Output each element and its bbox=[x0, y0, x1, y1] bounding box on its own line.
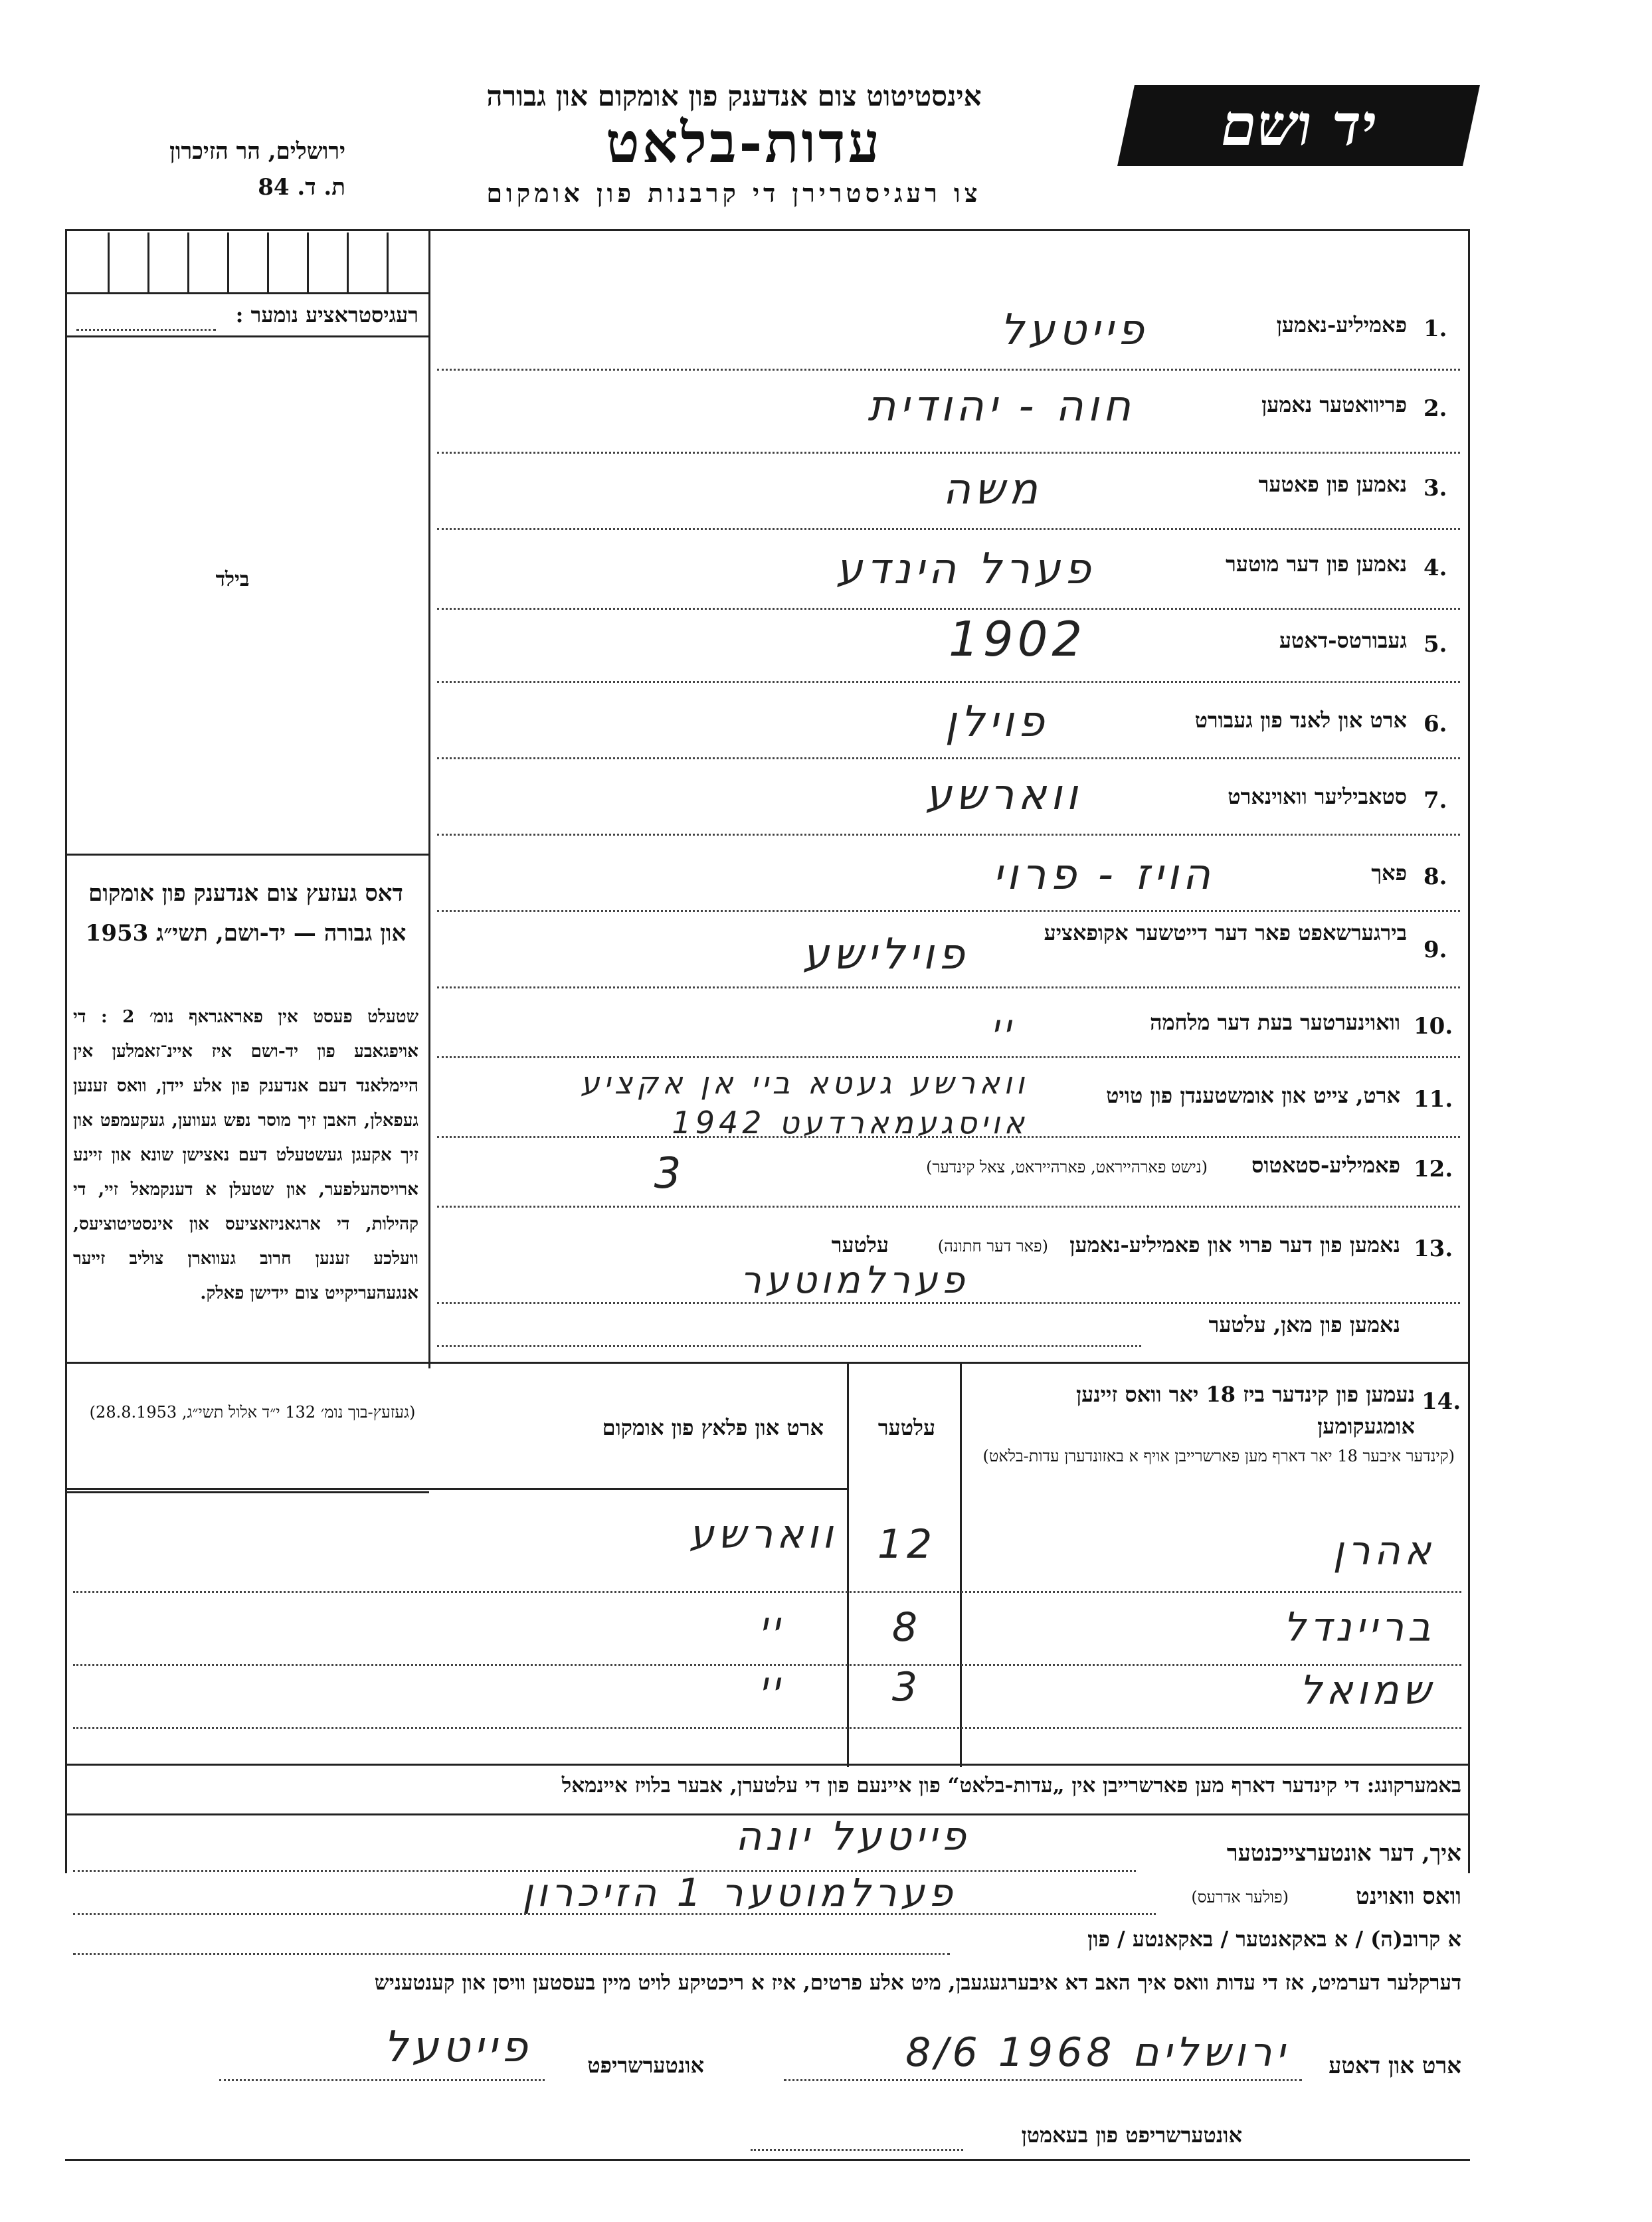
field-note-wife-name: (פאר דער חתונה) bbox=[937, 1237, 1048, 1255]
signature-label: אונטערשריפט bbox=[587, 2053, 704, 2078]
frame-top bbox=[65, 229, 1470, 231]
form-title: עדות-בלאט bbox=[606, 110, 882, 175]
field-value-birth-date[interactable]: 1902 bbox=[949, 611, 1087, 667]
place-date-label: ארט און דאטע bbox=[1329, 2053, 1461, 2079]
place-date-value[interactable]: ירושלים 1968 8/6 bbox=[905, 2029, 1289, 2076]
field-value-wife-name[interactable]: פערלמוטער bbox=[740, 1259, 968, 1302]
child-age[interactable]: 12 bbox=[877, 1521, 937, 1568]
field-value-father-name[interactable]: משה bbox=[943, 465, 1042, 514]
field-number: 7. bbox=[1423, 787, 1447, 814]
declarant-name-value[interactable]: פייטעל יונה bbox=[735, 1813, 970, 1860]
child-name[interactable]: אהרן bbox=[1332, 1528, 1435, 1574]
field-label-wartime-residence: וואוינערטער בעת דער מלחמה bbox=[1150, 1010, 1400, 1035]
reg-number-line bbox=[76, 329, 216, 331]
col-place-header: ארט און פלאץ פון אומקום bbox=[602, 1415, 824, 1440]
field-label-mother-name: נאמען פון דער מוטער bbox=[1226, 551, 1407, 577]
fields-area bbox=[430, 232, 1467, 1362]
child-name[interactable]: שמואל bbox=[1299, 1667, 1435, 1714]
declarant-address-value[interactable]: פערלמוטער 1 הזיכרון bbox=[522, 1870, 957, 1915]
field-value-residence[interactable]: ווארשע bbox=[925, 771, 1081, 820]
field-label-age: עלטער bbox=[831, 1232, 889, 1257]
address: ירושלים, הר הזיכרון bbox=[169, 138, 345, 165]
reg-number-label: רעגיסטראציע נומער : bbox=[235, 302, 418, 327]
field-label-birth-date: געבורטס-דאטע bbox=[1279, 628, 1407, 653]
child-name[interactable]: בריינדל bbox=[1283, 1604, 1435, 1651]
field-label-first-name: פריוואטער נאמען bbox=[1261, 392, 1407, 417]
declarant-address-label: וואס וואוינט bbox=[1356, 1883, 1461, 1910]
field-label-family-status: פאמיליע-סטאטוס bbox=[1251, 1153, 1400, 1178]
children-number: 14. bbox=[1422, 1388, 1461, 1415]
field-number: 4. bbox=[1423, 555, 1447, 581]
po-box: ת. ד. 84 bbox=[258, 174, 345, 201]
frame-right bbox=[1468, 229, 1470, 1873]
child-age[interactable]: 8 bbox=[891, 1604, 922, 1651]
child-age[interactable]: 3 bbox=[891, 1664, 922, 1711]
field-value-mother-name[interactable]: פערל הינדע bbox=[836, 545, 1095, 594]
declaration-text: דערקלער דערמיט, אז די עדות וואס איך האב דא איבערגעגעבן, מיט אלע פרטים, איז א ריכטיקע לויט מיין בעסטען וויסן און קענטעניש bbox=[374, 1971, 1461, 1995]
field-note-family-status: (נישט פארהייראט, פארהייראט, צאל קינדער) bbox=[926, 1158, 1208, 1176]
field-number: 1. bbox=[1423, 316, 1447, 342]
law-heading: דאס געזעץ צום אנדענק פון אומקום און גבורה — יד-ושם, תשי״ג 1953 bbox=[85, 880, 407, 947]
field-label-birth-place: ארט און לאנד פון געבורט bbox=[1194, 707, 1407, 733]
field-label-residence: סטאביליער וואוינארט bbox=[1228, 784, 1407, 809]
field-number: 3. bbox=[1423, 475, 1447, 502]
field-label-profession: פאך bbox=[1371, 860, 1407, 885]
field-label-citizenship: בירגערשאפט פאר דער דייטשער אקופאציע bbox=[1044, 920, 1407, 945]
form-subtitle: צו רעגיסטרירן די קרבנות פון אומקום bbox=[486, 178, 982, 208]
field-value-family-name[interactable]: פייטעל bbox=[1000, 306, 1148, 355]
children-note: (קינדער איבער 18 יאר דארף מען פארשרייבן אויף א באזונדערן עדות-בלאט) bbox=[982, 1447, 1455, 1465]
field-value-wartime-residence[interactable]: יי bbox=[990, 1006, 1015, 1048]
logo-text: יד ושם bbox=[1221, 92, 1376, 159]
declarant-name-label: איך, דער אונטערצייכנטער bbox=[1226, 1840, 1461, 1867]
field-label-wife-name: נאמען פון דער פרוי און פאמיליע-נאמען bbox=[1069, 1232, 1400, 1257]
child-place[interactable]: יי bbox=[759, 1604, 784, 1647]
declarant-address-note: (פולער אדרעס) bbox=[1191, 1888, 1289, 1906]
field-number: 11. bbox=[1414, 1086, 1453, 1113]
signature-value[interactable]: פייטעל bbox=[383, 2023, 531, 2072]
law-body: שטעלט פעסט אין פאראגראף נומ׳ 2 : די אויפגאבע פון יד-ושם איז איינ־זאמלען אין היימלאנד דעם אנדענק פון אלע יידן, וואס זענען געפאלן, האבן זיך מוסר נפש געווען, געקעמפט און זיך אקעגן געשטעלט דעם נאצישן שונא און זיינע ארויסהעלפער, און שטעלן א דענקמאל זיי, די קהילות, די ארגאניזאציעס און אינסטיטוציעס, וועלכע זענען חרוב געווארן צוליב זייער אנגעהעריקייט צום יידישן פאלק. bbox=[73, 1007, 418, 1303]
col-age-header: עלטער bbox=[877, 1415, 936, 1440]
declarant-relation-label: א קרוב(ה) / א באקאנטער / באקאנטע / פון bbox=[1087, 1926, 1461, 1952]
org-line: אינסטיטוט צום אנדענק פון אומקום און גבורה bbox=[486, 80, 982, 112]
field-label-death-details: ארט, צייט און אומשטענדן פון טויט bbox=[1106, 1083, 1400, 1108]
field-number: 2. bbox=[1423, 395, 1447, 422]
field-value-profession[interactable]: הויז - פרוי bbox=[992, 850, 1214, 899]
field-number: 6. bbox=[1423, 711, 1447, 737]
field-label-family-name: פאמיליע-נאמען bbox=[1276, 312, 1407, 337]
table-row bbox=[66, 1591, 1467, 1664]
official-signature-label: אונטערשריפט פון בעאמטן bbox=[1021, 2122, 1242, 2148]
field-number: 8. bbox=[1423, 864, 1447, 890]
frame-bottom bbox=[65, 2159, 1470, 2161]
field-number: 5. bbox=[1423, 631, 1447, 658]
field-label-husband-name: נאמען פון מאן, עלטער bbox=[1208, 1312, 1400, 1337]
field-value-death-details[interactable]: ווארשע געטא ביי אן אקציע אויסגעמארדעט 1942 bbox=[580, 1065, 1028, 1141]
child-place[interactable]: ווארשע bbox=[689, 1511, 837, 1558]
field-value-first-name[interactable]: חוה - יהודית bbox=[868, 382, 1135, 431]
field-label-father-name: נאמען פון פאטער bbox=[1258, 472, 1407, 497]
reg-number-boxes bbox=[68, 232, 426, 292]
field-value-citizenship[interactable]: פוילישע bbox=[802, 930, 968, 979]
field-number: 13. bbox=[1414, 1236, 1453, 1262]
remark: באמערקונג: די קינדער דארף מען פארשרייבן אין „עדות-בלאט“ פון איינעם פון די עלטערן, אבער בלויז איינמאל bbox=[561, 1774, 1461, 1798]
field-number: 12. bbox=[1414, 1156, 1453, 1182]
field-number: 10. bbox=[1414, 1013, 1453, 1040]
table-row bbox=[66, 1495, 1467, 1581]
photo-label: בילד bbox=[215, 568, 250, 591]
field-value-family-status[interactable]: 3 bbox=[654, 1149, 686, 1198]
child-place[interactable]: יי bbox=[759, 1664, 784, 1707]
law-source: (געזעץ-בוך נומ׳ 132 י״ד אלול תשי״ג, 28.8.1953) bbox=[89, 1403, 416, 1422]
table-row bbox=[66, 1657, 1467, 1730]
children-header: נעמען פון קינדער ביז 18 יאר וואס זיינען אומגעקומען bbox=[1075, 1382, 1415, 1439]
field-number: 9. bbox=[1423, 937, 1447, 963]
field-value-birth-place[interactable]: פוילן bbox=[945, 697, 1048, 747]
